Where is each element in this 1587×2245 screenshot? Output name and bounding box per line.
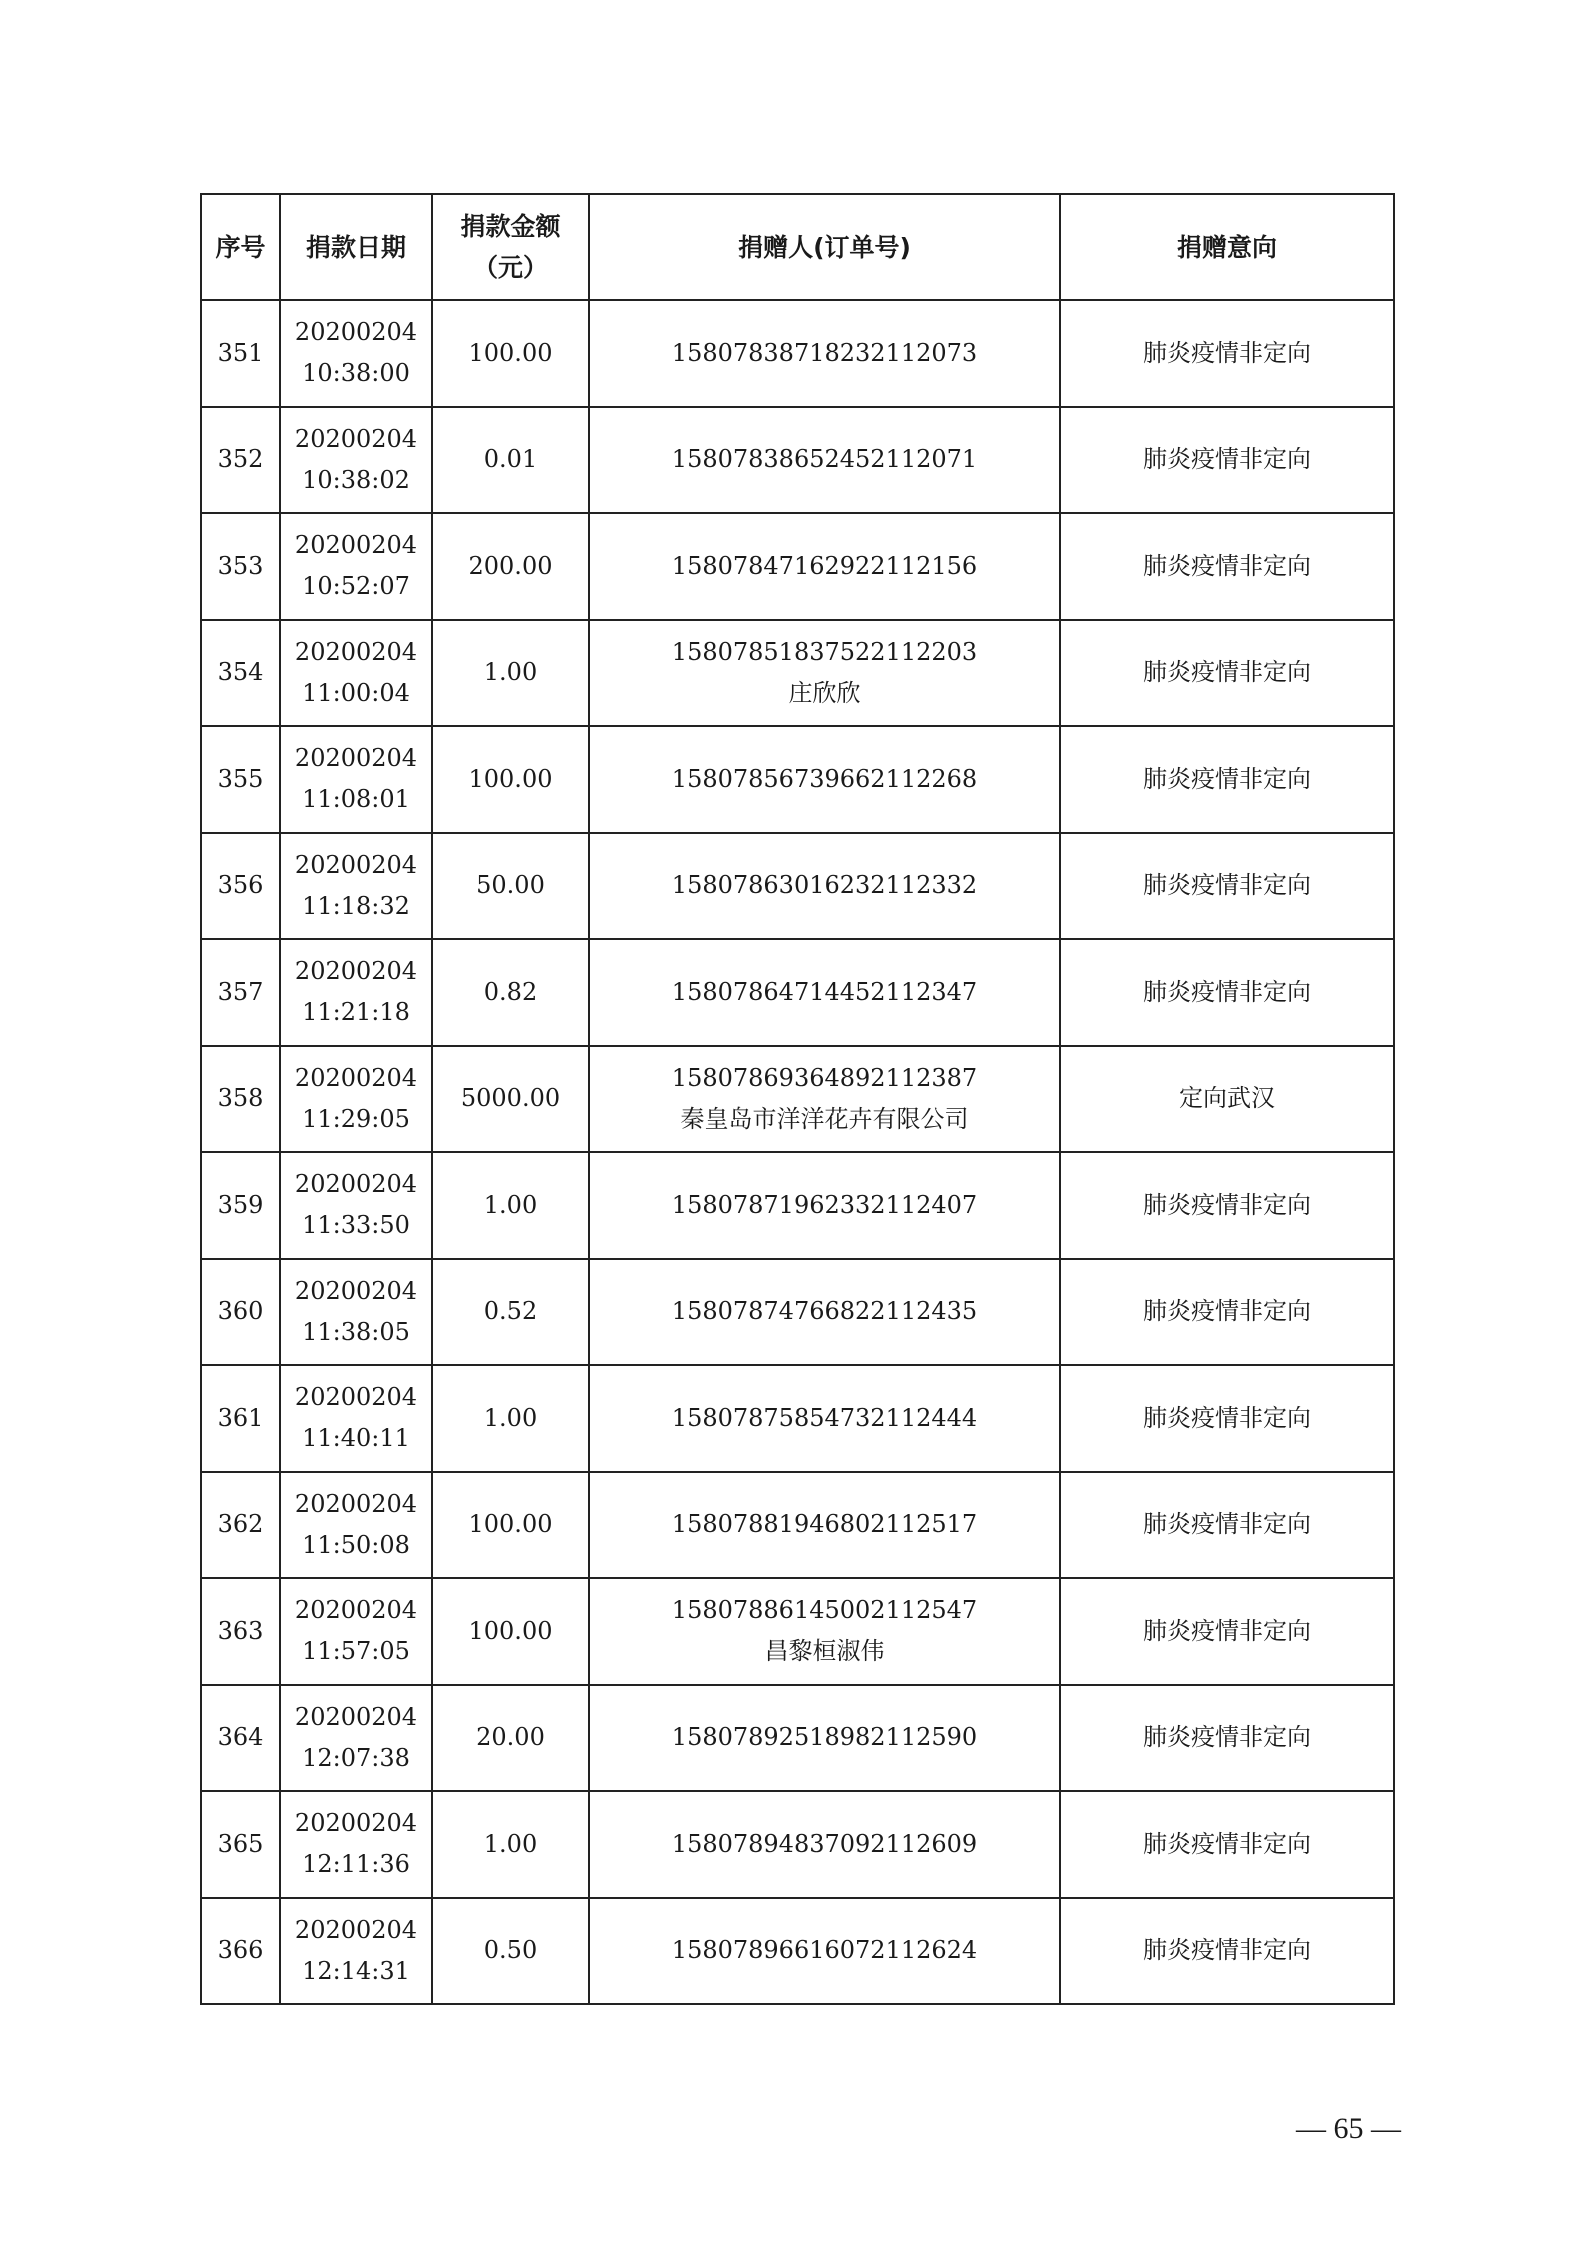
cell-date-day: 20200204 [294, 424, 418, 453]
cell-order-number: 15807851837522112203 [671, 637, 978, 666]
cell-order-number: 15807869364892112387 [671, 1063, 978, 1092]
cell-date-time: 11:29:05 [302, 1104, 410, 1133]
cell-intent: 肺炎疫情非定向 [1060, 1578, 1394, 1685]
cell-date-day: 20200204 [294, 318, 418, 347]
cell-order-number: 15807856739662112268 [671, 764, 978, 793]
cell-date [280, 407, 432, 514]
cell-donor [589, 1578, 1060, 1685]
cell-amount: 5000.00 [432, 1046, 589, 1153]
header-amount-line1: 捐款金额 [460, 212, 561, 241]
cell-intent: 肺炎疫情非定向 [1060, 1259, 1394, 1366]
cell-intent: 肺炎疫情非定向 [1060, 620, 1394, 727]
cell-amount: 100.00 [432, 1472, 589, 1579]
cell-amount: 50.00 [432, 833, 589, 940]
cell-seq: 353 [201, 513, 280, 620]
cell-intent: 肺炎疫情非定向 [1060, 1472, 1394, 1579]
cell-donor-name: 昌黎桓淑伟 [764, 1637, 885, 1666]
cell-intent: 肺炎疫情非定向 [1060, 407, 1394, 514]
table-row [201, 1365, 1394, 1472]
cell-date-day: 20200204 [294, 744, 418, 773]
cell-intent: 肺炎疫情非定向 [1060, 513, 1394, 620]
cell-donor [589, 620, 1060, 727]
cell-order-number: 15807863016232112332 [671, 871, 978, 900]
cell-donor [589, 1791, 1060, 1898]
header-amount-line2: （元） [472, 253, 548, 282]
cell-donor [589, 300, 1060, 407]
cell-order-number: 15807875854732112444 [671, 1403, 978, 1432]
cell-date-time: 11:38:05 [302, 1317, 410, 1346]
cell-donor [589, 1898, 1060, 2005]
cell-order-number: 15807838652452112071 [671, 445, 978, 474]
cell-date-time: 11:18:32 [302, 891, 410, 920]
cell-seq: 362 [201, 1472, 280, 1579]
cell-date-day: 20200204 [294, 637, 418, 666]
cell-date-time: 11:08:01 [302, 785, 410, 814]
cell-donor [589, 1259, 1060, 1366]
cell-intent: 肺炎疫情非定向 [1060, 1152, 1394, 1259]
cell-seq: 360 [201, 1259, 280, 1366]
cell-donor [589, 726, 1060, 833]
cell-donor [589, 1472, 1060, 1579]
cell-amount: 1.00 [432, 1791, 589, 1898]
table-header-row [201, 194, 1394, 300]
cell-date [280, 726, 432, 833]
header-amount [432, 194, 589, 300]
table-row [201, 407, 1394, 514]
cell-date-time: 12:11:36 [302, 1850, 410, 1879]
donation-table [200, 193, 1395, 2005]
cell-order-number: 15807847162922112156 [671, 551, 978, 580]
cell-date-day: 20200204 [294, 1489, 418, 1518]
table-row [201, 1791, 1394, 1898]
cell-order-number: 15807864714452112347 [671, 977, 978, 1006]
cell-amount: 1.00 [432, 1365, 589, 1472]
table-row [201, 939, 1394, 1046]
table-row [201, 1578, 1394, 1685]
table-row [201, 1046, 1394, 1153]
table-row [201, 513, 1394, 620]
cell-date-time: 12:14:31 [302, 1956, 410, 1985]
cell-amount: 1.00 [432, 620, 589, 727]
cell-date-day: 20200204 [294, 850, 418, 879]
cell-order-number: 15807874766822112435 [671, 1297, 978, 1326]
cell-date-time: 11:33:50 [302, 1211, 410, 1240]
cell-date [280, 300, 432, 407]
cell-donor-name: 秦皇岛市洋洋花卉有限公司 [680, 1104, 969, 1133]
cell-donor [589, 1152, 1060, 1259]
cell-amount: 100.00 [432, 300, 589, 407]
cell-donor [589, 1046, 1060, 1153]
cell-order-number: 15807881946802112517 [671, 1510, 978, 1539]
cell-date [280, 939, 432, 1046]
cell-date-time: 11:50:08 [302, 1530, 410, 1559]
cell-date-time: 11:40:11 [302, 1424, 410, 1453]
cell-date-day: 20200204 [294, 1809, 418, 1838]
cell-date [280, 1578, 432, 1685]
table-row [201, 833, 1394, 940]
cell-order-number: 15807896616072112624 [671, 1936, 978, 1965]
cell-date-day: 20200204 [294, 957, 418, 986]
cell-seq: 351 [201, 300, 280, 407]
cell-seq: 364 [201, 1685, 280, 1792]
cell-date-day: 20200204 [294, 1702, 418, 1731]
cell-intent: 肺炎疫情非定向 [1060, 1791, 1394, 1898]
cell-amount: 20.00 [432, 1685, 589, 1792]
cell-amount: 0.82 [432, 939, 589, 1046]
cell-date [280, 513, 432, 620]
cell-amount: 200.00 [432, 513, 589, 620]
cell-seq: 361 [201, 1365, 280, 1472]
cell-seq: 356 [201, 833, 280, 940]
cell-seq: 354 [201, 620, 280, 727]
cell-seq: 358 [201, 1046, 280, 1153]
cell-date-day: 20200204 [294, 531, 418, 560]
cell-date [280, 1046, 432, 1153]
cell-intent: 肺炎疫情非定向 [1060, 1685, 1394, 1792]
cell-intent: 肺炎疫情非定向 [1060, 833, 1394, 940]
table-row [201, 1898, 1394, 2005]
cell-donor [589, 1365, 1060, 1472]
cell-order-number: 15807838718232112073 [671, 338, 978, 367]
cell-date [280, 1791, 432, 1898]
cell-date-day: 20200204 [294, 1915, 418, 1944]
header-intent: 捐赠意向 [1060, 194, 1394, 300]
cell-donor [589, 1685, 1060, 1792]
cell-intent: 定向武汉 [1060, 1046, 1394, 1153]
cell-intent: 肺炎疫情非定向 [1060, 300, 1394, 407]
cell-amount: 1.00 [432, 1152, 589, 1259]
table-row [201, 1152, 1394, 1259]
cell-date-time: 11:57:05 [302, 1637, 410, 1666]
cell-date-day: 20200204 [294, 1383, 418, 1412]
cell-donor [589, 833, 1060, 940]
cell-donor [589, 939, 1060, 1046]
cell-date-time: 12:07:38 [302, 1743, 410, 1772]
cell-order-number: 15807871962332112407 [671, 1190, 978, 1219]
table-row [201, 1259, 1394, 1366]
cell-intent: 肺炎疫情非定向 [1060, 1365, 1394, 1472]
cell-intent: 肺炎疫情非定向 [1060, 1898, 1394, 2005]
cell-amount: 0.01 [432, 407, 589, 514]
cell-amount: 100.00 [432, 1578, 589, 1685]
cell-date [280, 1259, 432, 1366]
cell-date-time: 10:38:00 [302, 359, 410, 388]
cell-date-day: 20200204 [294, 1276, 418, 1305]
header-seq: 序号 [201, 194, 280, 300]
cell-date-day: 20200204 [294, 1063, 418, 1092]
cell-date-day: 20200204 [294, 1596, 418, 1625]
cell-seq: 357 [201, 939, 280, 1046]
header-donor: 捐赠人(订单号) [589, 194, 1060, 300]
cell-seq: 366 [201, 1898, 280, 2005]
cell-donor [589, 513, 1060, 620]
cell-date [280, 1365, 432, 1472]
cell-date-time: 11:21:18 [302, 998, 410, 1027]
cell-date-day: 20200204 [294, 1170, 418, 1199]
table-row [201, 300, 1394, 407]
cell-seq: 359 [201, 1152, 280, 1259]
table-row [201, 1685, 1394, 1792]
cell-order-number: 15807886145002112547 [671, 1596, 978, 1625]
cell-intent: 肺炎疫情非定向 [1060, 726, 1394, 833]
cell-amount: 100.00 [432, 726, 589, 833]
table-row [201, 1472, 1394, 1579]
cell-date [280, 833, 432, 940]
cell-seq: 355 [201, 726, 280, 833]
cell-intent: 肺炎疫情非定向 [1060, 939, 1394, 1046]
cell-seq: 363 [201, 1578, 280, 1685]
cell-date [280, 1152, 432, 1259]
table-row [201, 620, 1394, 727]
table-row [201, 726, 1394, 833]
cell-date [280, 1898, 432, 2005]
cell-date [280, 620, 432, 727]
cell-date [280, 1472, 432, 1579]
cell-donor-name: 庄欣欣 [788, 678, 861, 707]
page-number: — 65 — [1296, 2112, 1401, 2145]
cell-donor [589, 407, 1060, 514]
cell-amount: 0.52 [432, 1259, 589, 1366]
cell-date-time: 11:00:04 [302, 678, 410, 707]
header-date: 捐款日期 [280, 194, 432, 300]
cell-order-number: 15807892518982112590 [671, 1723, 978, 1752]
cell-amount: 0.50 [432, 1898, 589, 2005]
cell-seq: 352 [201, 407, 280, 514]
cell-date [280, 1685, 432, 1792]
cell-order-number: 15807894837092112609 [671, 1829, 978, 1858]
cell-seq: 365 [201, 1791, 280, 1898]
cell-date-time: 10:52:07 [302, 572, 410, 601]
cell-date-time: 10:38:02 [302, 465, 410, 494]
